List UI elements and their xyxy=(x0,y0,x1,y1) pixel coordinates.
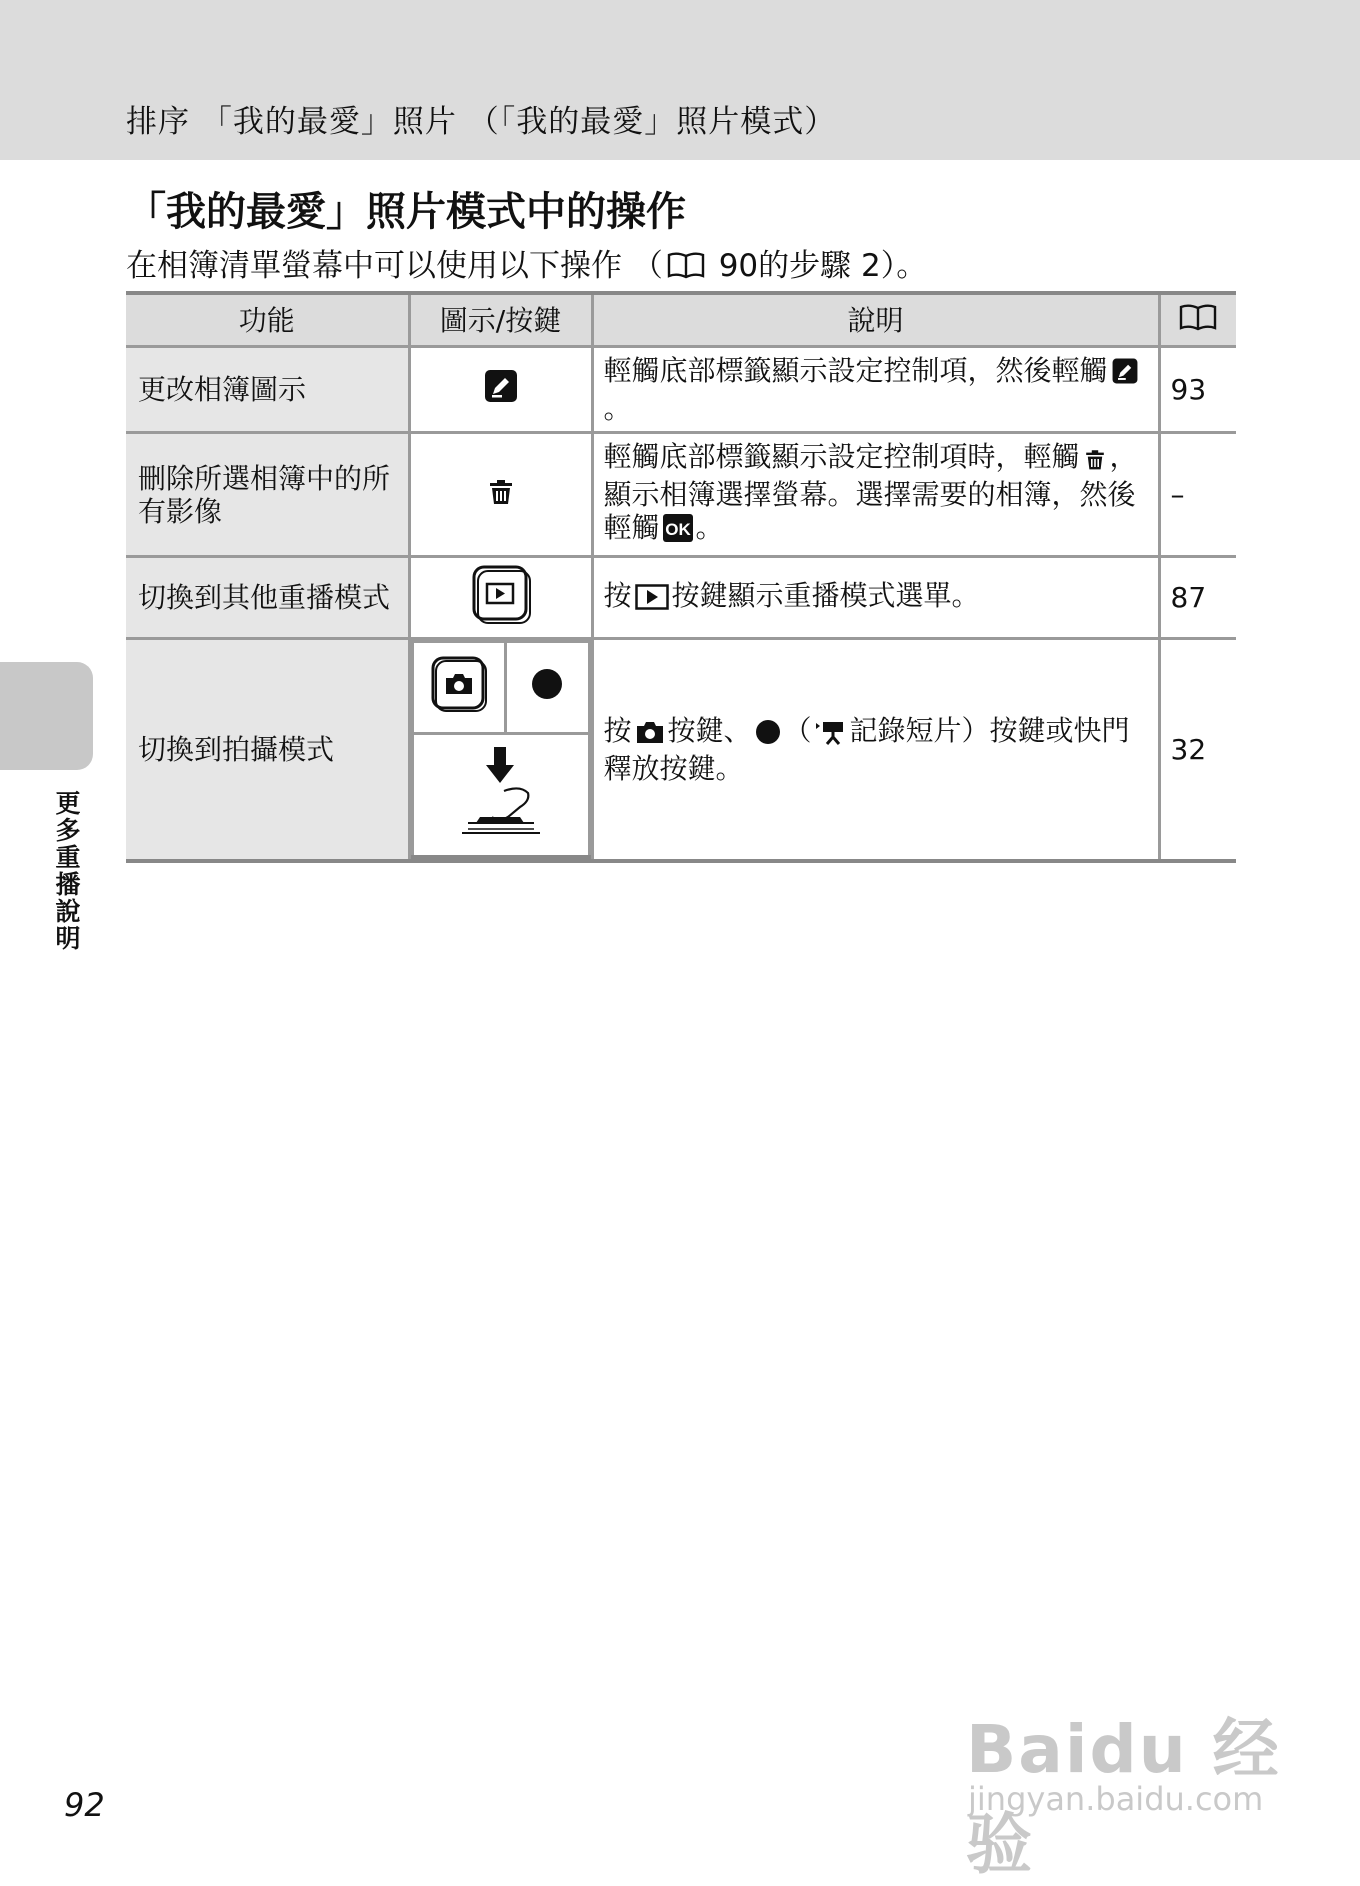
row-function: 切換到其他重播模式 xyxy=(126,557,409,639)
row-description xyxy=(592,433,1159,557)
book-icon xyxy=(667,251,705,287)
description-text: （ xyxy=(783,713,812,747)
side-tab xyxy=(0,662,93,770)
watermark-main: Baidu 经验 xyxy=(966,1711,1281,1883)
book-icon xyxy=(1178,305,1218,338)
edit-icon xyxy=(483,368,519,404)
camera-button-icon xyxy=(429,654,489,714)
record-button-icon xyxy=(530,667,564,701)
table-row xyxy=(126,347,1236,433)
watermark xyxy=(966,1670,1286,1883)
intro-text-after: 90的步驟 2）。 xyxy=(708,248,928,284)
intro-text-before: 在相簿清單螢幕中可以使用以下操作 （ xyxy=(126,248,663,284)
section-title: 「我的最愛」照片模式中的操作 xyxy=(126,189,686,235)
record-icon xyxy=(755,719,781,752)
page-header-title: 排序 「我的最愛」照片 （「我的最愛」照片模式） xyxy=(126,104,837,140)
description-text: 輕觸底部標籤顯示設定控制項，然後輕觸 xyxy=(603,354,1108,387)
row-icon-cell xyxy=(409,433,592,557)
table-row xyxy=(126,433,1236,557)
record-button-cell xyxy=(505,642,589,734)
table-row xyxy=(126,639,1236,861)
watermark-sub: jingyan.baidu.com xyxy=(968,1780,1264,1818)
row-page-ref: 32 xyxy=(1159,639,1236,861)
playback-icon xyxy=(635,584,669,617)
row-description xyxy=(592,347,1159,433)
header-description: 說明 xyxy=(592,293,1159,347)
row-page-ref: 93 xyxy=(1159,347,1236,433)
row-page-ref: – xyxy=(1159,433,1236,557)
description-text: 按 xyxy=(603,578,632,612)
table-header-row xyxy=(126,293,1236,347)
row-description xyxy=(592,639,1159,861)
ok-icon xyxy=(663,514,693,549)
edit-icon xyxy=(1111,357,1139,392)
shutter-press-cell xyxy=(412,734,589,857)
side-tab-label: 更多重播說明 xyxy=(52,790,81,952)
table-row xyxy=(126,557,1236,639)
svg-text:OK: OK xyxy=(664,520,691,539)
camera-icon xyxy=(635,719,665,752)
playback-button-icon xyxy=(470,563,532,625)
row-icon-cell xyxy=(409,347,592,433)
description-text: 輕觸底部標籤顯示設定控制項時，輕觸 xyxy=(603,440,1080,473)
trash-icon xyxy=(1083,445,1107,478)
header-icon-button: 圖示/按鍵 xyxy=(409,293,592,347)
row-description xyxy=(592,557,1159,639)
description-text: 記錄短片）按鍵或快門釋放按鍵。 xyxy=(603,713,1130,785)
shooting-icon-grid xyxy=(411,640,591,859)
header-reference xyxy=(1159,293,1236,347)
shutter-press-icon xyxy=(458,743,544,839)
row-icon-cell xyxy=(409,639,592,861)
description-text: 按鍵、 xyxy=(667,713,752,747)
description-text: ，顯示相簿選擇螢幕。選擇需要的相簿，然後輕觸 xyxy=(603,440,1138,544)
trash-icon xyxy=(486,476,516,506)
row-page-ref: 87 xyxy=(1159,557,1236,639)
header-function: 功能 xyxy=(126,293,409,347)
row-function: 切換到拍攝模式 xyxy=(126,639,409,861)
movie-record-icon xyxy=(815,719,847,752)
row-function: 刪除所選相簿中的所有影像 xyxy=(126,433,409,557)
page-number: 92 xyxy=(64,1786,105,1824)
camera-button-cell xyxy=(412,642,505,734)
row-icon-cell xyxy=(409,557,592,639)
description-text: 。 xyxy=(603,392,632,425)
intro-text xyxy=(126,240,927,287)
description-text: 。 xyxy=(695,511,724,544)
operations-table xyxy=(126,291,1236,863)
description-text: 按鍵顯示重播模式選單。 xyxy=(671,578,980,612)
description-text: 按 xyxy=(603,713,632,747)
row-function: 更改相簿圖示 xyxy=(126,347,409,433)
